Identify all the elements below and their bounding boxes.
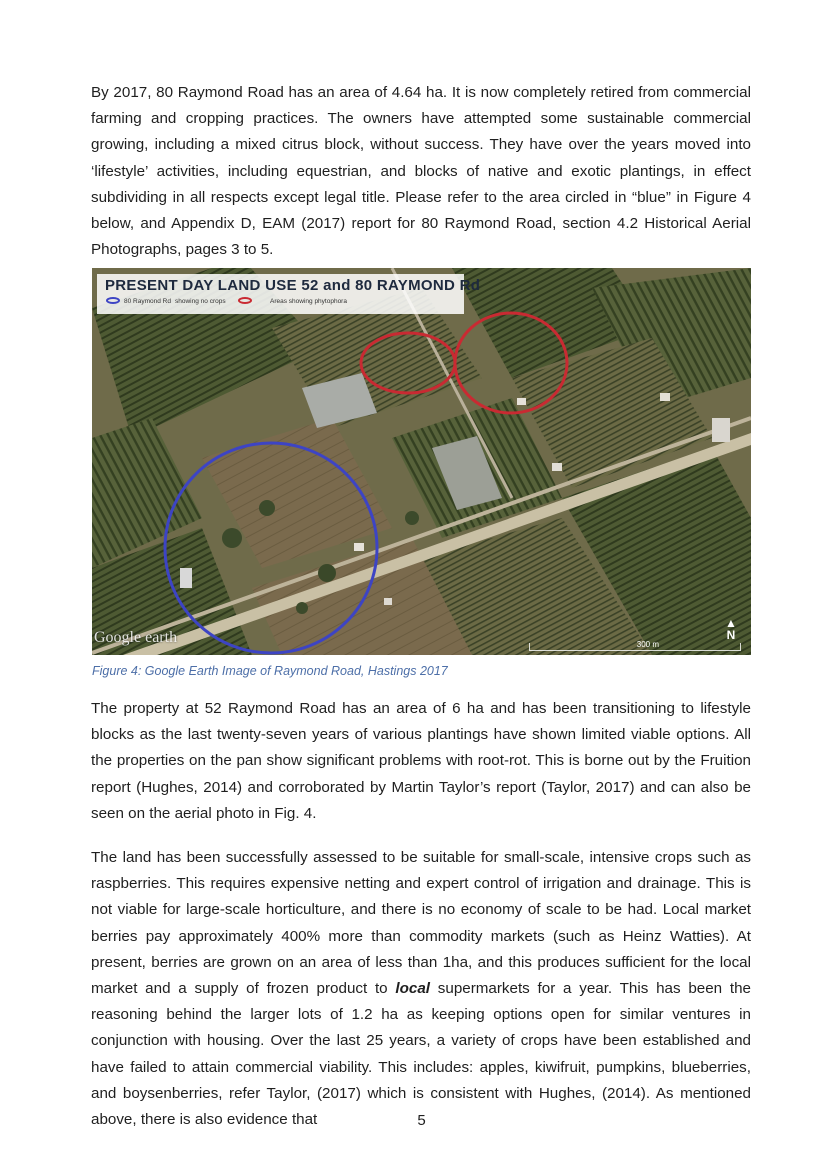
legend-red-label: Areas showing phytophora — [270, 298, 347, 305]
scale-label: 300 m — [636, 640, 659, 649]
north-arrow-icon: ▲ N — [725, 616, 737, 642]
scale-bar — [529, 643, 741, 651]
north-label: N — [726, 628, 736, 642]
aerial-photo-figure — [92, 268, 751, 655]
aerial-photo — [92, 268, 751, 655]
google-earth-watermark: Google earth — [94, 629, 178, 646]
map-legend — [97, 274, 481, 314]
legend-title: PRESENT DAY LAND USE 52 and 80 RAYMOND Rd — [105, 277, 481, 294]
paragraph-52-raymond-road: The property at 52 Raymond Road has an area of 6 ha and has been transitioning to lifestyle blocks as the last twenty-seven years of various plantings have shown limited viable options. All the properties on the pan show significant problems with root-rot. This is borne out by the Fruition report (Hughes, 2014) and corroborated by Martin Taylor’s report (Taylor, 2017) and can also be seen on the aerial photo in Fig. 4. — [91, 700, 751, 822]
p3-text-before: The land has been successfully assessed to be suitable for small-scale, intensive crops such as raspberries. This requires expensive netting and expert control of irrigation and drainage. This is not viable for large-scale horticulture, and there is no economy of scale to be had. Local market berries pay approximately 400% more than commodity markets (such as Heinz Watties). At present, berries are grown on an area of less than 1ha, and this produces sufficient for the local market and a supply of frozen product to — [91, 849, 751, 998]
red-ring-icon — [238, 297, 252, 304]
p3-text-after: supermarkets for a year. This has been the reasoning behind the larger lots of 1.2 ha as keeping options open for similar ventures in conjunction with housing. Over the last 25 years, a variety of crops have been established and have failed to attain commercial viability. This includes: apples, kiwifruit, pumpkins, blueberries, and boysenberries, refer Taylor, (2017) which is consistent with Hughes, (2014). As mentioned above, there is also evidence that — [91, 980, 751, 1129]
legend-blue-label: 80 Raymond Rd — [124, 298, 171, 305]
blue-ring-icon — [106, 297, 120, 304]
paragraph-80-raymond-road: By 2017, 80 Raymond Road has an area of 4.64 ha. It is now completely retired from commercial farming and cropping practices. The owners have attempted some sustainable commercial growing, including a mixed citrus block, without success. They have over the years moved into ‘lifestyle’ activities, including equestrian, and blocks of native and exotic plantings, in effect subdividing in all respects except legal title. Please refer to the area circled in “blue” in Figure 4 below, and Appendix D, EAM (2017) report for 80 Raymond Road, section 4.2 Historical Aerial Photographs, pages 3 to 5. — [91, 84, 751, 259]
paragraph-land-assessment — [91, 845, 751, 1133]
p3-emphasis-local: local — [395, 980, 431, 998]
figure-caption: Figure 4: Google Earth Image of Raymond Road, Hastings 2017 — [92, 664, 448, 678]
legend-no-crops-label: showing no crops — [175, 298, 226, 305]
page-number: 5 — [417, 1112, 426, 1129]
